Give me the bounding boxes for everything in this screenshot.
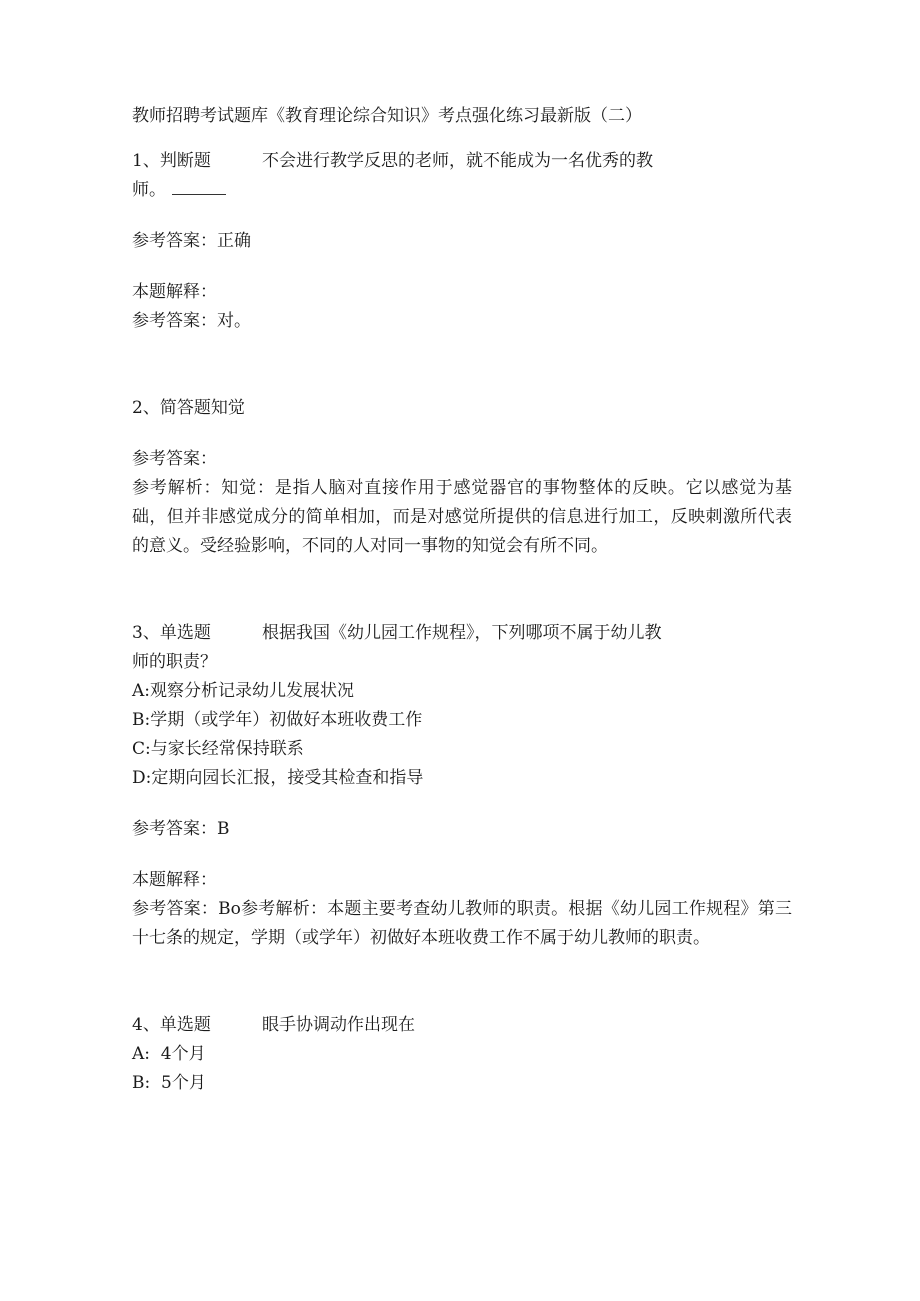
question-3 [132, 619, 792, 953]
question-2-explain: 参考解析：知觉：是指人脑对直接作用于感觉器官的事物整体的反映。它以感觉为基础，但并非感觉成分的简单相加，而是对感觉所提供的信息进行加工，反映刺激所代表的意义。受经验影响，不同的人对同一事物的知觉会有所不同。 [132, 478, 792, 556]
question-3-explain-label: 本题解释： [132, 870, 217, 890]
question-1-stem-line2: 师。 [132, 180, 166, 200]
question-1 [132, 147, 792, 336]
question-1-stem-continued [132, 176, 792, 205]
question-3-stem: 根据我国《幼儿园工作规程》，下列哪项不属于幼儿教 [262, 623, 662, 643]
question-3-option-a: A:观察分析记录幼儿发展状况 [132, 681, 355, 701]
question-4-type: 4、单选题 [132, 1015, 211, 1035]
question-1-type: 1、判断题 [132, 151, 211, 171]
question-3-option-c: C:与家长经常保持联系 [132, 739, 304, 759]
question-4-option-a: A: 4个月 [132, 1044, 206, 1064]
question-1-stem: 不会进行教学反思的老师，就不能成为一名优秀的教 [262, 151, 653, 171]
question-4 [132, 1011, 792, 1098]
question-2 [132, 394, 792, 561]
question-3-type: 3、单选题 [132, 623, 211, 643]
question-3-answer: 参考答案：B [132, 819, 230, 839]
question-3-option-d: D:定期向园长汇报，接受其检查和指导 [132, 768, 424, 788]
question-4-stem: 眼手协调动作出现在 [262, 1015, 415, 1035]
question-3-stem-continued: 师的职责？ [132, 652, 217, 672]
document-title: 教师招聘考试题库《教育理论综合知识》考点强化练习最新版（二） [132, 106, 642, 126]
question-1-explain: 参考答案：对。 [132, 311, 251, 331]
answer-blank [172, 176, 226, 195]
question-1-header [132, 147, 792, 176]
question-4-header [132, 1011, 792, 1040]
question-3-header [132, 619, 792, 648]
question-3-option-b: B:学期（或学年）初做好本班收费工作 [132, 710, 423, 730]
question-2-header: 2、简答题知觉 [132, 398, 245, 418]
question-2-answer: 参考答案： [132, 449, 217, 469]
document-body [132, 102, 792, 1098]
question-4-option-b: B: 5个月 [132, 1073, 206, 1093]
question-3-explain: 参考答案：Bo参考解析：本题主要考查幼儿教师的职责。根据《幼儿园工作规程》第三十七条的规定，学期（或学年）初做好本班收费工作不属于幼儿教师的职责。 [132, 899, 792, 948]
question-1-answer: 参考答案：正确 [132, 231, 251, 251]
question-1-explain-label: 本题解释： [132, 282, 217, 302]
